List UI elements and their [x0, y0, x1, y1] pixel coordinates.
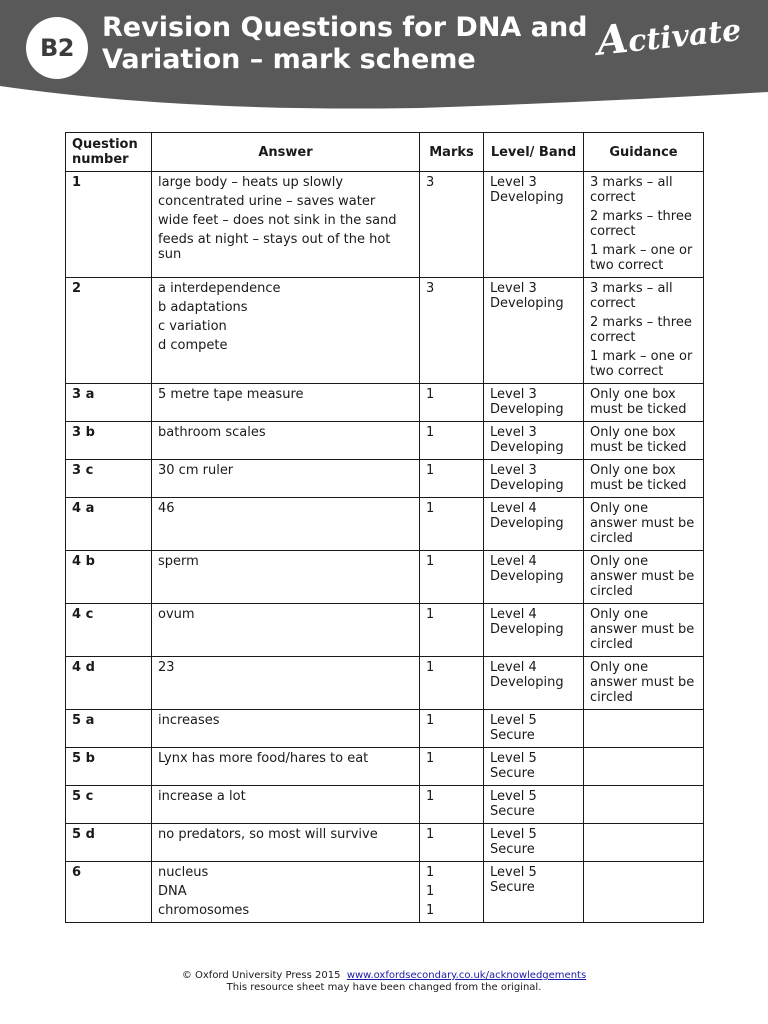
answer-line: Lynx has more food/hares to eat — [158, 751, 369, 766]
answer-line: 23 — [158, 660, 175, 675]
level-band-cell: Level 5 Secure — [484, 824, 584, 862]
guidance-line: Only one box must be ticked — [590, 387, 687, 417]
marks-cell — [420, 278, 484, 384]
guidance-cell — [584, 710, 704, 748]
marks-cell — [420, 384, 484, 422]
guidance-cell — [584, 172, 704, 278]
question-number-cell: 5 b — [66, 748, 152, 786]
guidance-cell — [584, 460, 704, 498]
table-body — [66, 172, 704, 923]
level-band-cell: Level 3 Developing — [484, 384, 584, 422]
guidance-line: Only one box must be ticked — [590, 425, 687, 455]
marks-cell — [420, 657, 484, 710]
guidance-cell — [584, 862, 704, 923]
marks-value: 1 — [426, 607, 435, 622]
table-row — [66, 384, 704, 422]
guidance-cell — [584, 824, 704, 862]
answer-cell — [152, 551, 420, 604]
logo-rest: ctivate — [626, 12, 743, 60]
marks-value: 1 — [426, 751, 435, 766]
table-row — [66, 422, 704, 460]
marks-cell — [420, 551, 484, 604]
table-row — [66, 824, 704, 862]
level-band-cell: Level 3 Developing — [484, 460, 584, 498]
marks-value: 1 — [426, 713, 435, 728]
guidance-cell — [584, 384, 704, 422]
guidance-line: 3 marks – all correct — [590, 175, 673, 205]
marks-value: 1 — [426, 425, 435, 440]
answer-line: b adaptations — [158, 300, 248, 315]
question-number-cell: 5 c — [66, 786, 152, 824]
table-row — [66, 551, 704, 604]
marks-value: 1 — [426, 865, 435, 880]
answer-cell — [152, 862, 420, 923]
guidance-line: 2 marks – three correct — [590, 315, 692, 345]
question-number-cell: 4 c — [66, 604, 152, 657]
guidance-cell — [584, 498, 704, 551]
marks-value: 1 — [426, 903, 435, 918]
marks-value: 1 — [426, 789, 435, 804]
guidance-cell — [584, 657, 704, 710]
footer-note: This resource sheet may have been changed from the original. — [226, 982, 542, 993]
guidance-cell — [584, 786, 704, 824]
guidance-line: 1 mark – one or two correct — [590, 349, 693, 379]
answer-cell — [152, 748, 420, 786]
question-number-cell: 1 — [66, 172, 152, 278]
copyright-text: © Oxford University Press 2015 — [181, 970, 341, 981]
guidance-line: Only one answer must be circled — [590, 554, 695, 599]
marks-value: 1 — [426, 463, 435, 478]
question-number-cell: 3 a — [66, 384, 152, 422]
level-band-cell: Level 4 Developing — [484, 551, 584, 604]
level-band-cell: Level 3 Developing — [484, 422, 584, 460]
marks-value: 1 — [426, 501, 435, 516]
answer-line: concentrated urine – saves water — [158, 194, 376, 209]
marks-cell — [420, 422, 484, 460]
question-number-cell: 4 a — [66, 498, 152, 551]
header-answer: Answer — [152, 133, 420, 172]
acknowledgements-link[interactable]: www.oxfordsecondary.co.uk/acknowledgements — [346, 970, 587, 981]
answer-line: a interdependence — [158, 281, 281, 296]
header-guidance: Guidance — [584, 133, 704, 172]
level-band-cell: Level 5 Secure — [484, 710, 584, 748]
guidance-line: Only one answer must be circled — [590, 607, 695, 652]
answer-line: c variation — [158, 319, 227, 334]
level-band-cell: Level 5 Secure — [484, 786, 584, 824]
page-title-line-1: Revision Questions for DNA and — [102, 12, 588, 43]
marks-cell — [420, 498, 484, 551]
answer-line: 46 — [158, 501, 175, 516]
unit-badge: B2 — [26, 17, 88, 79]
marks-value: 3 — [426, 175, 435, 190]
marks-value: 1 — [426, 387, 435, 402]
marks-value: 3 — [426, 281, 435, 296]
marks-value: 1 — [426, 554, 435, 569]
marks-value: 1 — [426, 660, 435, 675]
answer-line: ovum — [158, 607, 195, 622]
marks-value: 1 — [426, 827, 435, 842]
header-banner — [0, 0, 768, 115]
answer-cell — [152, 710, 420, 748]
answer-cell — [152, 460, 420, 498]
question-number-cell: 5 d — [66, 824, 152, 862]
answer-cell — [152, 824, 420, 862]
answer-line: large body – heats up slowly — [158, 175, 344, 190]
table-row — [66, 278, 704, 384]
marks-value: 1 — [426, 884, 435, 899]
answer-line: sperm — [158, 554, 199, 569]
logo-initial: A — [594, 14, 631, 65]
level-band-cell: Level 3 Developing — [484, 278, 584, 384]
table-row — [66, 657, 704, 710]
marks-cell — [420, 710, 484, 748]
answer-line: bathroom scales — [158, 425, 266, 440]
guidance-line: 1 mark – one or two correct — [590, 243, 693, 273]
question-number-cell: 3 c — [66, 460, 152, 498]
guidance-cell — [584, 551, 704, 604]
answer-line: increase a lot — [158, 789, 246, 804]
mark-scheme-table — [65, 132, 704, 923]
answer-cell — [152, 422, 420, 460]
question-number-cell: 4 b — [66, 551, 152, 604]
footer-copyright-line — [0, 970, 768, 982]
table-row — [66, 710, 704, 748]
guidance-cell — [584, 422, 704, 460]
guidance-cell — [584, 748, 704, 786]
marks-cell — [420, 460, 484, 498]
marks-cell — [420, 824, 484, 862]
question-number-cell: 4 d — [66, 657, 152, 710]
answer-line: 5 metre tape measure — [158, 387, 304, 402]
table-row — [66, 604, 704, 657]
marks-cell — [420, 862, 484, 923]
guidance-line: Only one answer must be circled — [590, 660, 695, 705]
guidance-cell — [584, 604, 704, 657]
guidance-line: 2 marks – three correct — [590, 209, 692, 239]
answer-cell — [152, 604, 420, 657]
answer-cell — [152, 384, 420, 422]
answer-line: increases — [158, 713, 220, 728]
question-number-cell: 6 — [66, 862, 152, 923]
marks-cell — [420, 604, 484, 657]
answer-cell — [152, 172, 420, 278]
answer-line: 30 cm ruler — [158, 463, 234, 478]
table-header-row — [66, 133, 704, 172]
level-band-cell: Level 4 Developing — [484, 657, 584, 710]
answer-line: nucleus — [158, 865, 209, 880]
answer-line: d compete — [158, 338, 228, 353]
answer-line: feeds at night – stays out of the hot sun — [158, 232, 391, 262]
table-row — [66, 786, 704, 824]
table-row — [66, 862, 704, 923]
answer-cell — [152, 278, 420, 384]
answer-line: DNA — [158, 884, 187, 899]
answer-line: no predators, so most will survive — [158, 827, 378, 842]
table-row — [66, 172, 704, 278]
guidance-cell — [584, 278, 704, 384]
level-band-cell: Level 3 Developing — [484, 172, 584, 278]
marks-cell — [420, 172, 484, 278]
answer-cell — [152, 657, 420, 710]
page-title — [102, 12, 622, 76]
marks-cell — [420, 748, 484, 786]
level-band-cell: Level 5 Secure — [484, 748, 584, 786]
page-title-line-2: Variation – mark scheme — [102, 44, 476, 75]
answer-cell — [152, 498, 420, 551]
level-band-cell: Level 4 Developing — [484, 498, 584, 551]
level-band-cell: Level 4 Developing — [484, 604, 584, 657]
question-number-cell: 3 b — [66, 422, 152, 460]
header-level-band: Level/ Band — [484, 133, 584, 172]
question-number-cell: 5 a — [66, 710, 152, 748]
header-question-number: Question number — [66, 133, 152, 172]
answer-line: chromosomes — [158, 903, 250, 918]
answer-cell — [152, 786, 420, 824]
marks-cell — [420, 786, 484, 824]
footer — [0, 970, 768, 994]
header-marks: Marks — [420, 133, 484, 172]
table-row — [66, 460, 704, 498]
guidance-line: 3 marks – all correct — [590, 281, 673, 311]
level-band-cell: Level 5 Secure — [484, 862, 584, 923]
table-row — [66, 498, 704, 551]
table-row — [66, 748, 704, 786]
guidance-line: Only one box must be ticked — [590, 463, 687, 493]
question-number-cell: 2 — [66, 278, 152, 384]
guidance-line: Only one answer must be circled — [590, 501, 695, 546]
answer-line: wide feet – does not sink in the sand — [158, 213, 397, 228]
